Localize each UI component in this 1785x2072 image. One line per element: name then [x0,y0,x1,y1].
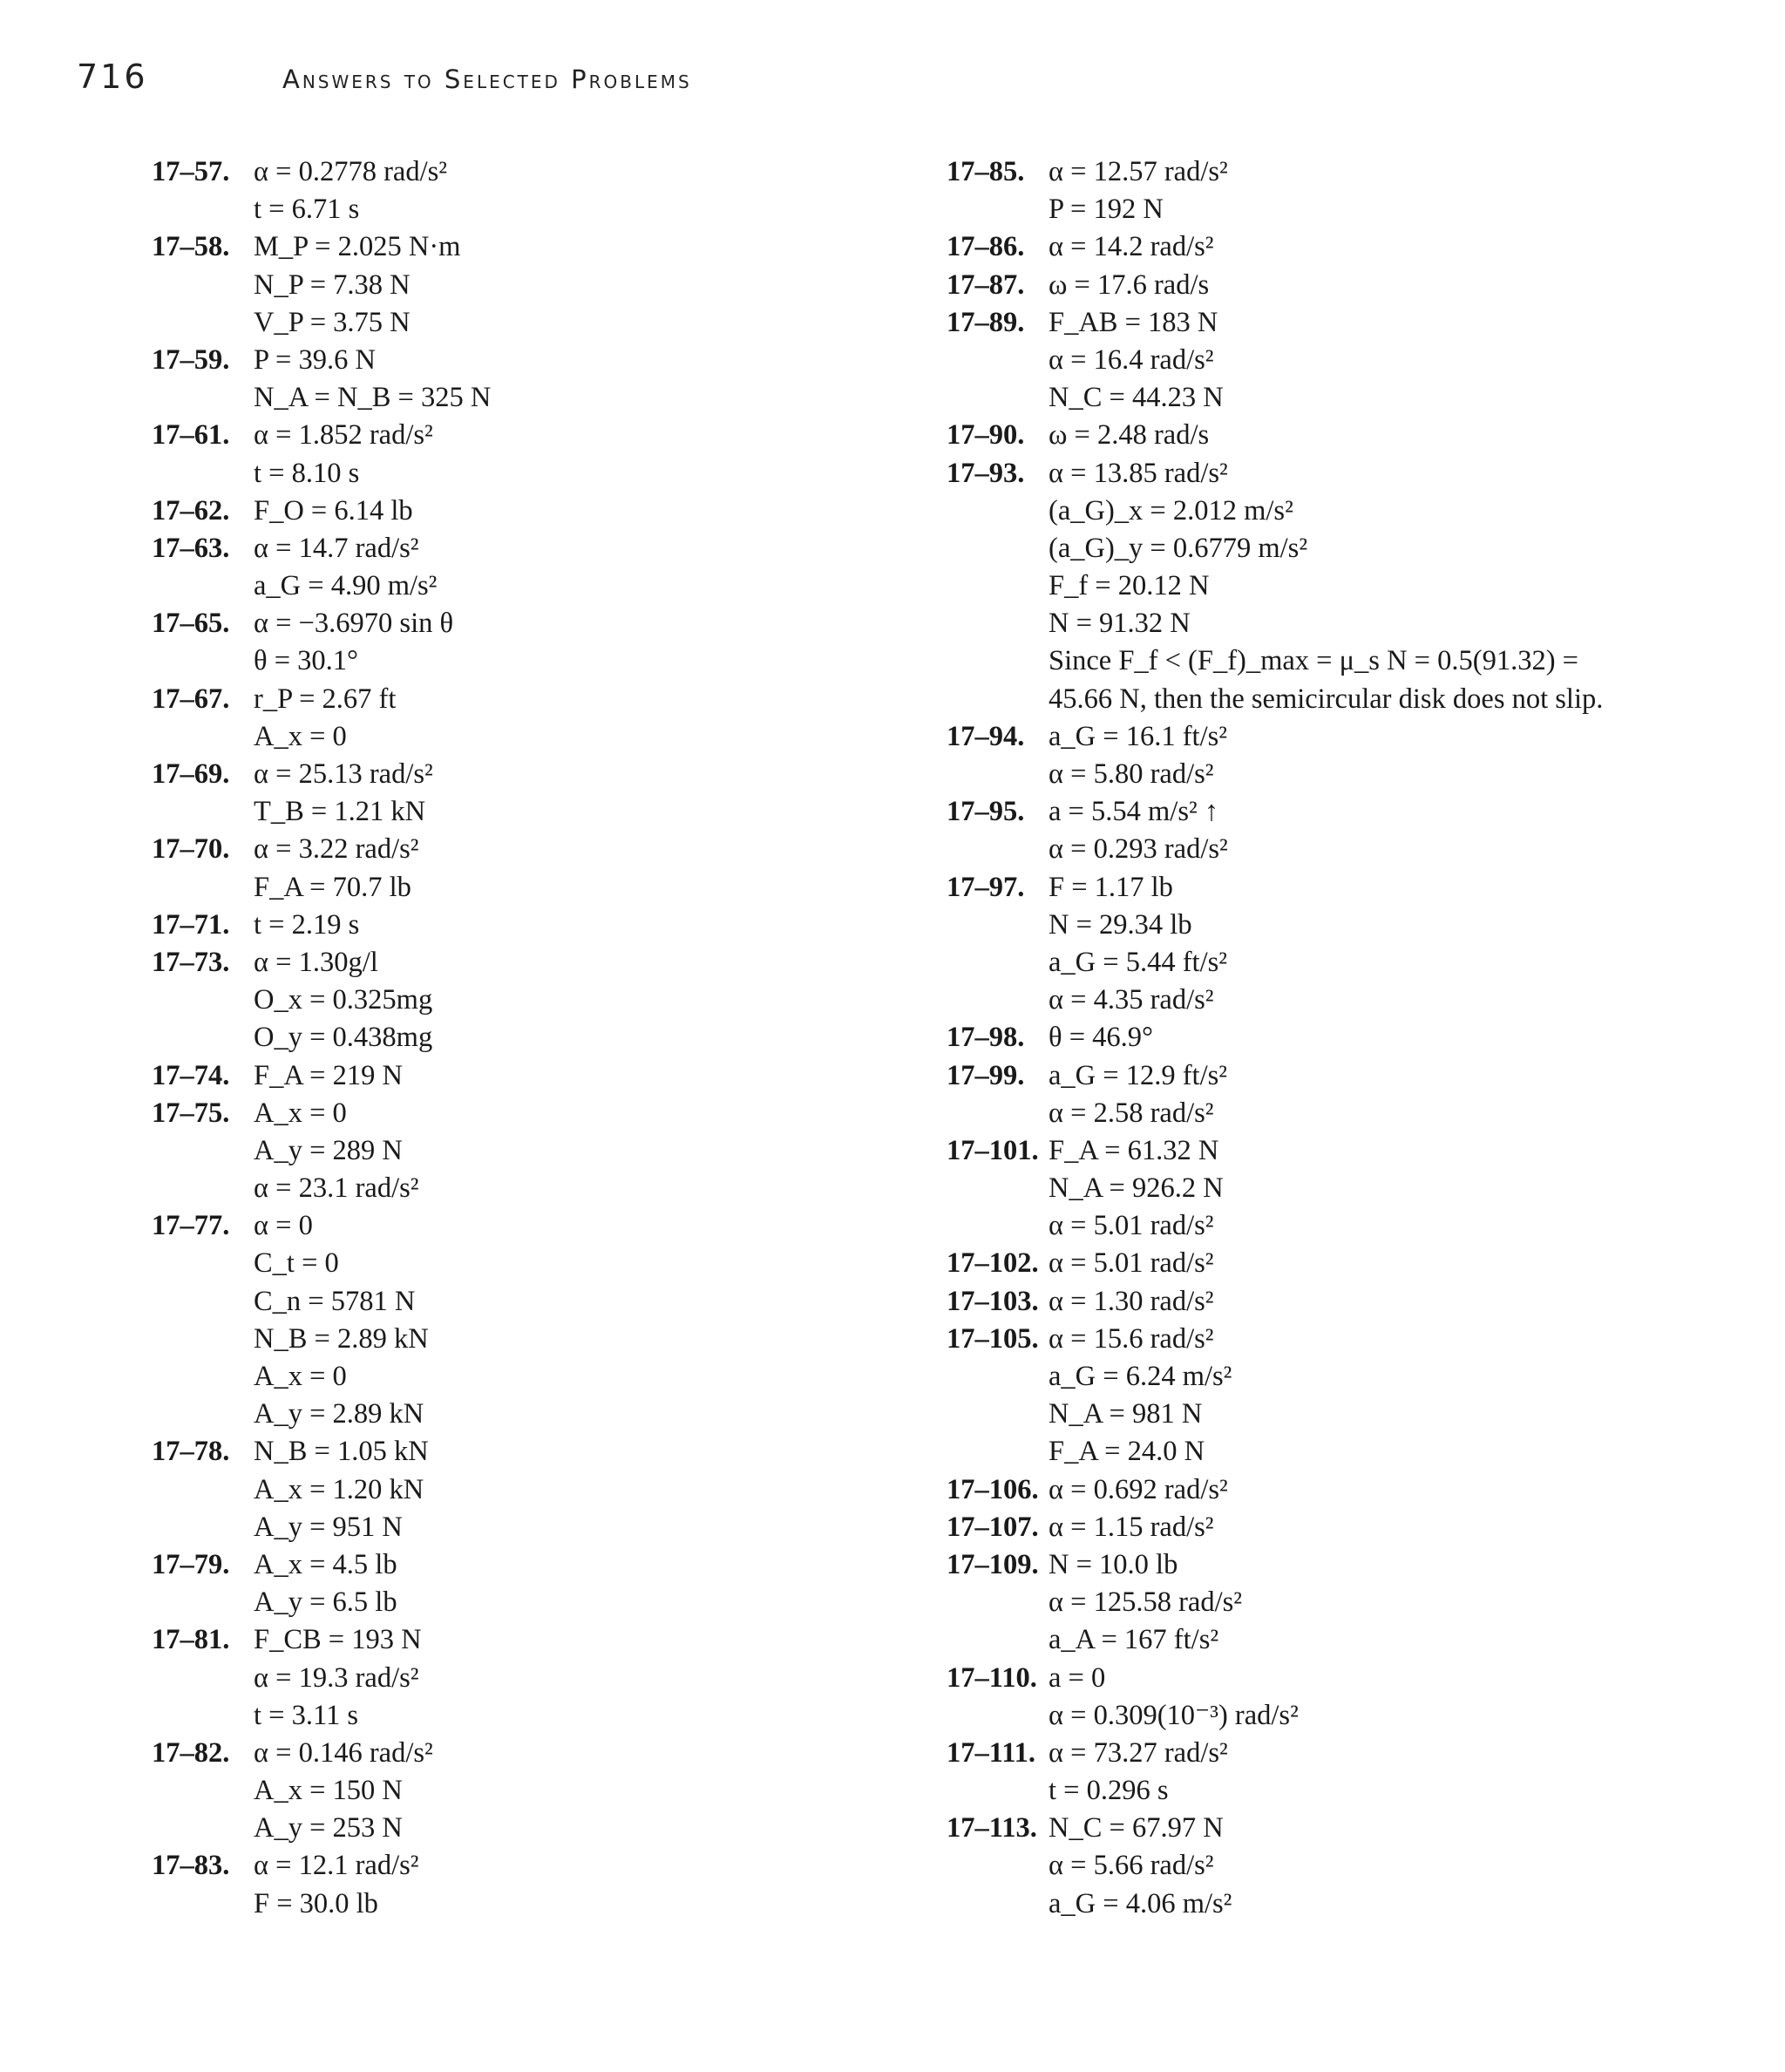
answer-row [947,756,1731,793]
answer-row [947,1697,1731,1735]
answer-text: A_y = 2.89 kN [254,1398,424,1430]
answer-text: α = 15.6 rad/s² [1049,1322,1214,1355]
answer-text: O_y = 0.438mg [254,1022,433,1054]
answer-row [947,1132,1731,1170]
answer-row [152,1095,814,1132]
answer-text: α = 16.4 rad/s² [1049,343,1214,376]
answer-text: ω = 2.48 rad/s [1049,419,1210,452]
answer-row [947,493,1731,530]
answer-row [152,718,814,756]
answer-text: N = 91.32 N [1049,608,1191,640]
problem-number: 17–85. [947,156,1025,187]
problem-number: 17–78. [152,1436,230,1468]
answer-text: N_B = 2.89 kN [254,1322,429,1355]
answer-row [947,1546,1731,1584]
answer-row [947,831,1731,868]
answer-text: α = 12.1 rad/s² [254,1850,419,1882]
answer-entry [947,1660,1731,1735]
answer-text: A_y = 289 N [254,1134,403,1166]
answer-row [152,1509,814,1546]
answer-text: α = 1.30 rad/s² [1049,1285,1214,1317]
answer-row [947,1057,1731,1095]
answer-text: Since F_f < (F_f)_max = μ_s N = 0.5(91.32) = [1049,645,1578,677]
answer-text: α = 0.692 rad/s² [1049,1473,1228,1505]
answer-row [947,1019,1731,1056]
answer-row [947,304,1731,342]
answer-row [152,530,814,567]
problem-number: 17–94. [947,720,1025,752]
answer-text: N_C = 44.23 N [1049,382,1224,414]
answer-row [947,681,1731,718]
answer-text: N = 29.34 lb [1049,908,1192,941]
answer-text: α = 5.66 rad/s² [1049,1850,1214,1882]
answer-text: F_f = 20.12 N [1049,570,1210,602]
problem-number: 17–107. [947,1511,1039,1543]
answer-text: α = 25.13 rad/s² [254,758,433,790]
answer-row [947,1283,1731,1321]
answer-row [152,944,814,982]
answer-text: N_A = 926.2 N [1049,1172,1224,1205]
answer-text: N = 10.0 lb [1049,1548,1178,1580]
answer-text: α = 14.7 rad/s² [254,532,419,564]
answers-right-column [947,153,1731,1923]
answer-row [152,1885,814,1923]
answer-row [947,605,1731,642]
answer-text: a_G = 12.9 ft/s² [1049,1059,1227,1091]
problem-number: 17–59. [152,343,230,376]
answer-text: F_A = 24.0 N [1049,1436,1205,1468]
answer-entry [947,1546,1731,1660]
answer-row [947,342,1731,379]
answer-row [152,1321,814,1358]
answer-text: α = 125.58 rad/s² [1049,1586,1243,1619]
answer-row [152,1772,814,1810]
answer-row [152,681,814,718]
answer-row [947,1358,1731,1396]
problem-number: 17–86. [947,231,1025,263]
answer-row [152,869,814,907]
answer-text: O_x = 0.325mg [254,984,433,1016]
answer-text: C_t = 0 [254,1247,339,1280]
answer-row [152,1584,814,1621]
answer-row [947,907,1731,944]
answer-text: t = 8.10 s [254,457,360,489]
answer-entry [947,1132,1731,1246]
answer-entry [152,1546,814,1621]
answer-row [152,982,814,1019]
answer-row [947,1433,1731,1471]
answer-text: t = 2.19 s [254,908,360,941]
answer-row [947,1584,1731,1621]
problem-number: 17–105. [947,1322,1039,1355]
answer-text: A_x = 0 [254,720,347,752]
answer-text: 45.66 N, then the semicircular disk does not slip. [1049,683,1604,715]
problem-number: 17–90. [947,419,1025,452]
answer-entry [947,267,1731,304]
page-number: 716 [77,58,148,96]
answer-row [947,1321,1731,1358]
answer-row [152,907,814,944]
answer-text: α = 5.80 rad/s² [1049,758,1214,790]
answer-text: θ = 46.9° [1049,1022,1154,1054]
answer-entry [947,1509,1731,1546]
answer-row [152,379,814,417]
answer-text: A_x = 0 [254,1097,347,1129]
answer-entry [947,718,1731,793]
answer-row [947,642,1731,680]
problem-number: 17–102. [947,1247,1039,1280]
answer-entry [152,756,814,831]
answer-row [152,1170,814,1207]
answer-row [152,342,814,379]
answer-entry [152,831,814,906]
answer-text: α = 1.30g/l [254,946,378,978]
answer-entry [152,1433,814,1546]
answer-row [152,1546,814,1584]
answer-text: P = 39.6 N [254,343,376,376]
answer-text: (a_G)_y = 0.6779 m/s² [1049,532,1308,564]
problem-number: 17–93. [947,457,1025,489]
answer-row [152,1433,814,1471]
answer-entry [152,417,814,492]
answer-entry [947,153,1731,228]
answer-entry [947,869,1731,1020]
problem-number: 17–73. [152,946,230,978]
answer-row [947,153,1731,191]
answer-row [947,567,1731,605]
answer-text: A_x = 4.5 lb [254,1548,397,1580]
answer-text: C_n = 5781 N [254,1285,416,1317]
answer-entry [152,493,814,530]
answer-row [152,756,814,793]
answer-text: A_y = 6.5 lb [254,1586,397,1619]
answer-row [947,1095,1731,1132]
answer-text: α = 5.01 rad/s² [1049,1210,1214,1242]
problem-number: 17–70. [152,833,230,866]
problem-number: 17–71. [152,908,230,941]
answer-row [152,455,814,493]
answer-row [152,1207,814,1245]
answer-text: F = 1.17 lb [1049,871,1173,903]
answer-row [947,1509,1731,1546]
answer-text: P = 192 N [1049,194,1164,226]
answer-row [152,1697,814,1735]
answer-text: a_A = 167 ft/s² [1049,1624,1219,1656]
answer-row [152,1057,814,1095]
problem-number: 17–95. [947,796,1025,828]
problem-number: 17–57. [152,156,230,187]
answer-text: V_P = 3.75 N [254,306,411,338]
answer-row [152,1019,814,1056]
answer-text: α = 1.852 rad/s² [254,419,433,452]
answer-text: A_y = 253 N [254,1812,403,1844]
answer-entry [152,153,814,228]
answers-left-column [152,153,814,1923]
problem-number: 17–103. [947,1285,1039,1317]
problem-number: 17–61. [152,419,230,452]
answer-text: F_A = 61.32 N [1049,1134,1219,1166]
answer-row [947,793,1731,831]
answer-text: α = 0.2778 rad/s² [254,156,448,187]
problem-number: 17–89. [947,306,1025,338]
problem-number: 17–87. [947,268,1025,301]
problem-number: 17–77. [152,1210,230,1242]
answer-row [152,1358,814,1396]
answer-text: M_P = 2.025 N·m [254,231,461,263]
answer-row [152,1396,814,1433]
answer-row [152,267,814,304]
problem-number: 17–74. [152,1059,230,1091]
answer-text: α = 1.15 rad/s² [1049,1511,1214,1543]
answer-text: F_CB = 193 N [254,1624,422,1656]
answer-text: N_A = 981 N [1049,1398,1203,1430]
answer-row [947,191,1731,228]
answer-text: T_B = 1.21 kN [254,796,426,828]
problem-number: 17–106. [947,1473,1039,1505]
answer-row [152,605,814,642]
answer-text: α = 14.2 rad/s² [1049,231,1214,263]
answer-entry [152,1735,814,1848]
answer-text: F = 30.0 lb [254,1887,378,1919]
problem-number: 17–99. [947,1059,1025,1091]
answer-entry [152,1095,814,1208]
answer-row [947,1207,1731,1245]
answer-entry [947,455,1731,718]
problem-number: 17–75. [152,1097,230,1129]
answer-row [947,417,1731,454]
problem-number: 17–65. [152,608,230,640]
answer-row [152,1283,814,1321]
problem-number: 17–62. [152,494,230,526]
answer-entry [152,530,814,605]
answer-row [947,1396,1731,1433]
answer-row [947,944,1731,982]
answer-text: t = 6.71 s [254,194,360,226]
answer-entry [947,1245,1731,1282]
problem-number: 17–101. [947,1134,1039,1166]
answer-row [152,831,814,868]
answer-entry [947,1019,1731,1056]
answer-entry [152,944,814,1057]
answer-row [152,304,814,342]
answer-row [152,417,814,454]
answer-text: F_A = 70.7 lb [254,871,411,903]
problem-number: 17–63. [152,532,230,564]
answer-entry [947,1057,1731,1132]
answer-row [947,1735,1731,1772]
answer-text: F_O = 6.14 lb [254,494,413,526]
answer-text: α = 2.58 rad/s² [1049,1097,1214,1129]
problem-number: 17–109. [947,1548,1039,1580]
problem-number: 17–81. [152,1624,230,1656]
answer-row [152,1847,814,1885]
answer-row [947,1810,1731,1847]
answer-entry [947,1735,1731,1810]
answer-text: a_G = 5.44 ft/s² [1049,946,1227,978]
answer-row [947,1245,1731,1282]
answer-entry [152,681,814,756]
answer-text: a = 5.54 m/s² ↑ [1049,796,1219,828]
answer-row [152,793,814,831]
answer-row [152,1621,814,1659]
answer-text: a = 0 [1049,1661,1106,1694]
answer-row [152,642,814,680]
answer-text: θ = 30.1° [254,645,359,677]
answer-text: α = 0.146 rad/s² [254,1736,433,1769]
answer-row [947,267,1731,304]
answer-text: t = 0.296 s [1049,1775,1169,1807]
answer-row [947,530,1731,567]
answer-text: F_AB = 183 N [1049,306,1218,338]
answer-text: α = 5.01 rad/s² [1049,1247,1214,1280]
answer-text: r_P = 2.67 ft [254,683,397,715]
page-header [77,58,1297,110]
answer-entry [947,304,1731,418]
problem-number: 17–97. [947,871,1025,903]
answer-entry [152,1057,814,1095]
answer-row [152,493,814,530]
answer-text: α = 13.85 rad/s² [1049,457,1228,489]
answer-text: ω = 17.6 rad/s [1049,268,1210,301]
answer-row [152,1660,814,1697]
answer-entry [152,342,814,417]
answer-text: α = 23.1 rad/s² [254,1172,419,1205]
problem-number: 17–111. [947,1736,1036,1769]
answer-entry [152,605,814,680]
answer-text: α = 12.57 rad/s² [1049,156,1228,187]
answer-row [152,1132,814,1170]
answer-entry [152,1207,814,1433]
problem-number: 17–82. [152,1736,230,1769]
problem-number: 17–67. [152,683,230,715]
answer-row [947,1660,1731,1697]
answer-text: α = 0 [254,1210,313,1242]
answer-row [947,718,1731,756]
answer-text: α = 73.27 rad/s² [1049,1736,1228,1769]
problem-number: 17–110. [947,1661,1037,1694]
answer-text: A_x = 1.20 kN [254,1473,424,1505]
answer-text: α = 4.35 rad/s² [1049,984,1214,1016]
answer-entry [947,1810,1731,1923]
answer-row [947,228,1731,266]
answer-entry [947,1283,1731,1321]
answer-row [947,1885,1731,1923]
answer-entry [947,793,1731,868]
answer-text: a_G = 16.1 ft/s² [1049,720,1227,752]
answer-entry [947,1471,1731,1509]
answer-row [152,1471,814,1509]
answer-text: F_A = 219 N [254,1059,403,1091]
answer-text: a_G = 4.90 m/s² [254,570,438,602]
problem-number: 17–79. [152,1548,230,1580]
answer-text: (a_G)_x = 2.012 m/s² [1049,494,1293,526]
answer-entry [152,907,814,944]
answer-row [152,1245,814,1282]
answer-text: α = −3.6970 sin θ [254,608,454,640]
answer-text: α = 0.309(10⁻³) rad/s² [1049,1699,1299,1731]
answer-text: a_G = 6.24 m/s² [1049,1361,1232,1392]
problem-number: 17–98. [947,1022,1025,1054]
problem-number: 17–69. [152,758,230,790]
answer-text: A_y = 951 N [254,1511,403,1543]
answer-row [152,191,814,228]
running-title: Answers to Selected Problems [282,65,692,94]
answer-row [947,379,1731,417]
answer-row [947,982,1731,1019]
answer-entry [152,1847,814,1922]
answer-text: N_B = 1.05 kN [254,1436,429,1468]
answer-text: N_A = N_B = 325 N [254,382,492,414]
answer-row [947,869,1731,907]
answer-text: N_C = 67.97 N [1049,1812,1224,1844]
problem-number: 17–113. [947,1812,1037,1844]
problem-number: 17–83. [152,1850,230,1882]
answer-row [947,455,1731,493]
answer-row [947,1621,1731,1659]
answer-row [152,1810,814,1847]
answer-entry [947,1321,1731,1471]
answer-text: N_P = 7.38 N [254,268,411,301]
problem-number: 17–58. [152,231,230,263]
answer-row [947,1170,1731,1207]
answer-entry [947,228,1731,266]
answer-text: α = 0.293 rad/s² [1049,833,1228,866]
answer-row [152,567,814,605]
answer-text: a_G = 4.06 m/s² [1049,1887,1232,1919]
answer-row [947,1471,1731,1509]
answer-text: α = 19.3 rad/s² [254,1661,419,1694]
answer-row [152,1735,814,1772]
answer-entry [152,1621,814,1735]
answer-text: α = 3.22 rad/s² [254,833,419,866]
answer-entry [947,417,1731,454]
answer-row [947,1772,1731,1810]
answer-row [152,228,814,266]
answer-text: A_x = 0 [254,1361,347,1392]
answer-row [152,153,814,191]
answer-text: t = 3.11 s [254,1699,359,1731]
answer-row [947,1847,1731,1885]
answer-entry [152,228,814,342]
answer-text: A_x = 150 N [254,1775,403,1807]
